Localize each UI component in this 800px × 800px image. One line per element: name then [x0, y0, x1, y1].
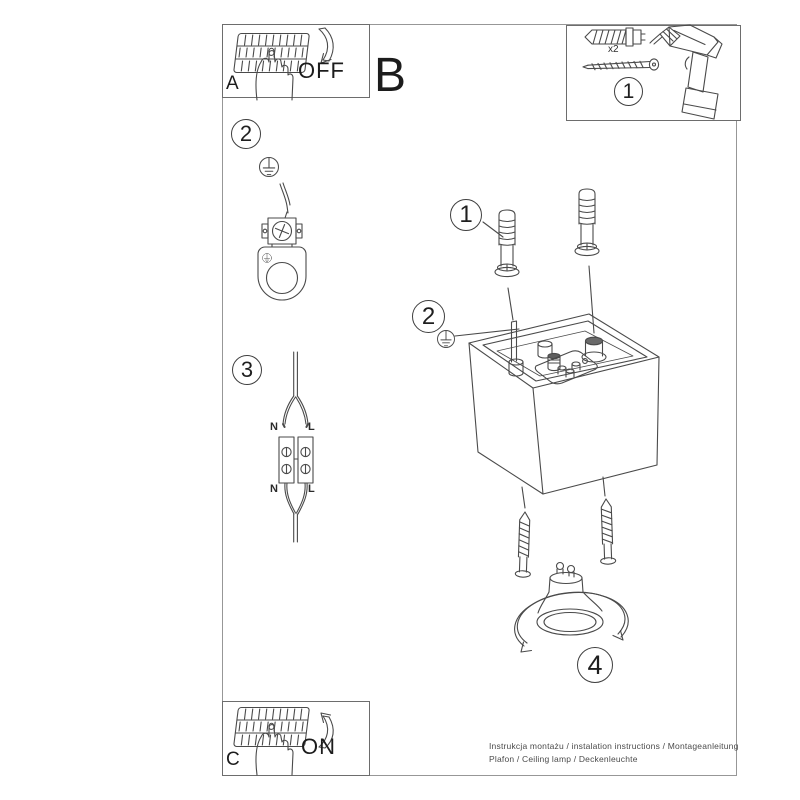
step-badge-ground: 2 — [231, 119, 261, 149]
wire-label-n-bottom: N — [270, 483, 278, 495]
step-badge-anchors: 1 — [450, 199, 482, 231]
hand-icon — [256, 48, 293, 100]
lamp-cube — [469, 314, 659, 494]
rotation-arrows-icon — [515, 592, 629, 652]
wire-label-l-bottom: L — [308, 483, 315, 495]
ground-wire — [280, 183, 290, 218]
footer-title-line: Instrukcja montażu / instalation instructions / Montageanleitung — [489, 741, 739, 751]
mounting-bracket — [258, 244, 306, 300]
rocker-switch-on-icon — [234, 708, 310, 747]
switch-off-state: OFF — [298, 58, 345, 83]
gu10-bulb — [537, 563, 603, 636]
wire-label-l-top: L — [308, 421, 315, 433]
step-badge-wiring: 3 — [232, 355, 262, 385]
anchor-screw-right — [575, 189, 599, 256]
footer-product-line: Plafon / Ceiling lamp / Deckenleuchte — [489, 754, 638, 764]
wire-label-n-top: N — [270, 421, 278, 433]
step-badge-main-ground: 2 — [412, 300, 445, 333]
leader-line-step1 — [483, 222, 503, 237]
terminal-connector — [262, 218, 302, 244]
panel-c-label: C — [226, 749, 240, 770]
mounting-screw-right — [599, 499, 616, 565]
power-cable-top — [283, 352, 308, 427]
ground-symbol-icon-main — [438, 329, 520, 348]
section-b-label: B — [374, 49, 406, 102]
screw-icon — [583, 59, 659, 70]
anchor-screw-left — [495, 210, 519, 277]
step-badge-bulb: 4 — [577, 647, 613, 683]
power-cable-bottom — [285, 483, 307, 542]
switch-on-state: ON — [301, 734, 336, 759]
leader-lines-into-cube — [508, 266, 594, 362]
anchor-quantity: x2 — [608, 44, 619, 55]
ground-symbol-icon — [260, 158, 279, 177]
panel-a-label: A — [226, 73, 239, 94]
drill-icon — [650, 25, 722, 119]
hand-icon-c — [256, 723, 293, 775]
step-badge-parts: 1 — [614, 77, 643, 106]
mounting-screw-left — [515, 512, 532, 578]
terminal-block — [279, 437, 313, 483]
